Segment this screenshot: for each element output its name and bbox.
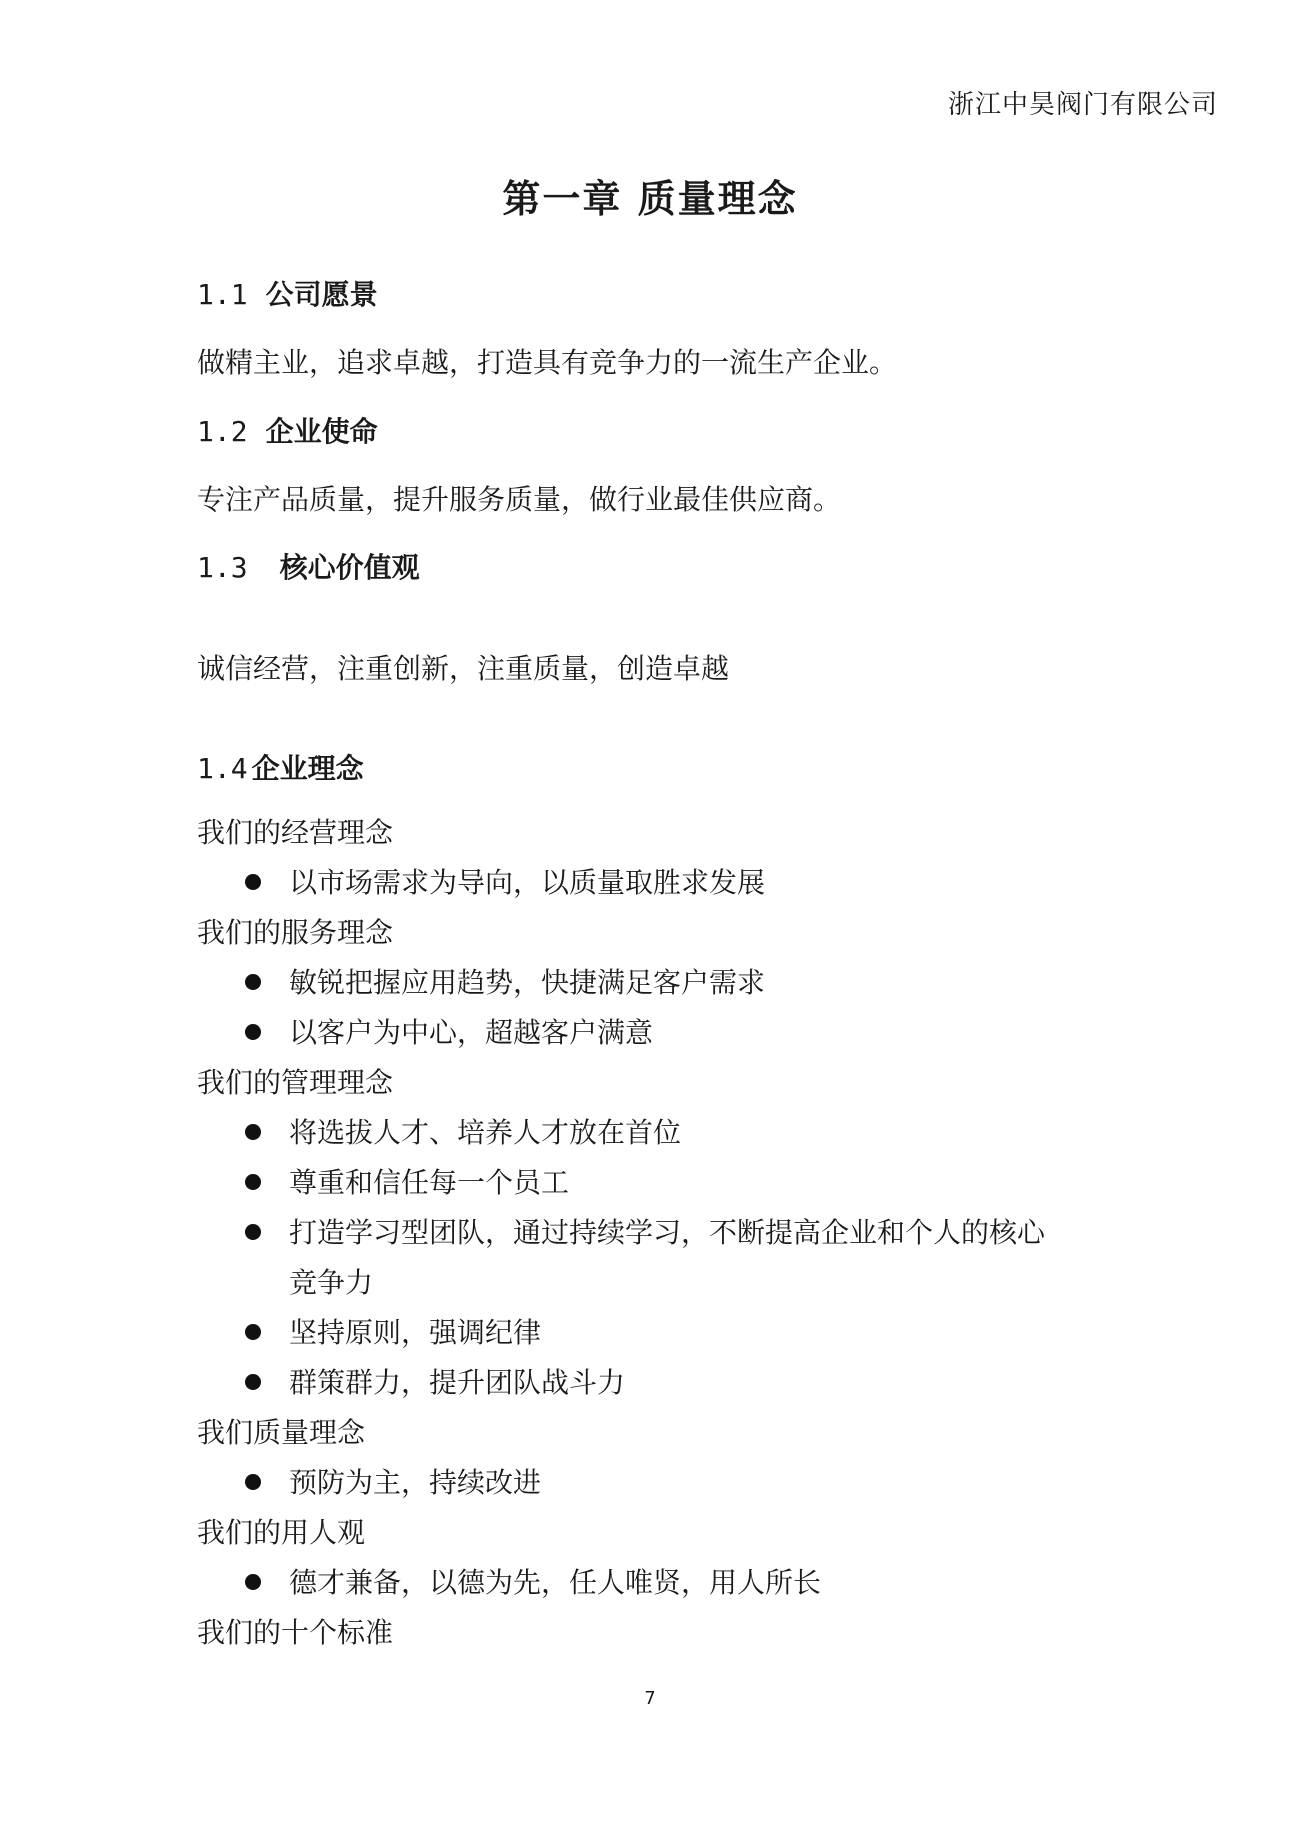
group-title-quality: 我们质量理念 xyxy=(197,1416,366,1449)
list-item xyxy=(245,1561,821,1601)
list-item xyxy=(245,861,765,901)
header-company-name: 浙江中昊阀门有限公司 xyxy=(947,90,1218,120)
bullet-icon xyxy=(245,1474,261,1490)
list-item-text: 预防为主，持续改进 xyxy=(289,1466,542,1499)
section-body-1-1: 做精主业，追求卓越，打造具有竞争力的一流生产企业。 xyxy=(197,346,898,379)
section-heading-1-2 xyxy=(197,410,378,450)
section-number: 1.1 xyxy=(197,278,248,311)
group-title-management: 我们的管理理念 xyxy=(197,1066,394,1099)
bullet-icon xyxy=(245,1374,261,1390)
bullet-icon xyxy=(245,1024,261,1040)
list-item xyxy=(245,1161,569,1201)
list-item xyxy=(245,1361,625,1401)
list-item-text: 以客户为中心，超越客户满意 xyxy=(289,1016,654,1049)
section-heading-1-1 xyxy=(197,273,378,313)
section-heading-1-3 xyxy=(197,546,420,586)
bullet-icon xyxy=(245,1174,261,1190)
section-body-1-2: 专注产品质量，提升服务质量，做行业最佳供应商。 xyxy=(197,483,842,516)
group-title-staffing: 我们的用人观 xyxy=(197,1516,366,1549)
list-item-text: 打造学习型团队，通过持续学习，不断提高企业和个人的核心 xyxy=(289,1216,1046,1249)
bullet-icon xyxy=(245,874,261,890)
section-title: 企业理念 xyxy=(251,752,364,785)
group-title-service: 我们的服务理念 xyxy=(197,916,394,949)
list-item xyxy=(245,1211,1045,1251)
list-item-text: 坚持原则，强调纪律 xyxy=(289,1316,542,1349)
section-title: 核心价值观 xyxy=(279,551,420,584)
list-item xyxy=(245,1461,541,1501)
section-body-1-3: 诚信经营，注重创新，注重质量，创造卓越 xyxy=(197,652,730,685)
list-item-text: 敏锐把握应用趋势，快捷满足客户需求 xyxy=(289,966,766,999)
bullet-icon xyxy=(245,1574,261,1590)
section-number: 1.4 xyxy=(197,752,248,785)
bullet-icon xyxy=(245,1124,261,1140)
section-title: 企业使命 xyxy=(265,415,378,448)
list-item-text: 尊重和信任每一个员工 xyxy=(289,1166,570,1199)
section-heading-1-4 xyxy=(197,747,364,787)
list-item-text: 将选拔人才、培养人才放在首位 xyxy=(289,1116,682,1149)
list-item-text: 群策群力，提升团队战斗力 xyxy=(289,1366,626,1399)
list-item xyxy=(245,1011,653,1051)
bullet-icon xyxy=(245,974,261,990)
page-number: 7 xyxy=(644,1688,656,1709)
section-title: 公司愿景 xyxy=(265,278,378,311)
list-item-text: 以市场需求为导向，以质量取胜求发展 xyxy=(289,866,766,899)
list-item xyxy=(245,1311,541,1351)
bullet-icon xyxy=(245,1324,261,1340)
bullet-icon xyxy=(245,1224,261,1240)
group-title-ten-standards: 我们的十个标准 xyxy=(197,1616,394,1649)
group-title-business: 我们的经营理念 xyxy=(197,816,394,849)
list-item-text: 德才兼备，以德为先，任人唯贤，用人所长 xyxy=(289,1566,822,1599)
section-number: 1.2 xyxy=(197,415,248,448)
list-item-continuation: 竞争力 xyxy=(289,1266,374,1299)
chapter-title: 第一章 质量理念 xyxy=(502,176,798,221)
section-number: 1.3 xyxy=(197,551,248,584)
list-item xyxy=(245,961,765,1001)
list-item xyxy=(245,1111,681,1151)
